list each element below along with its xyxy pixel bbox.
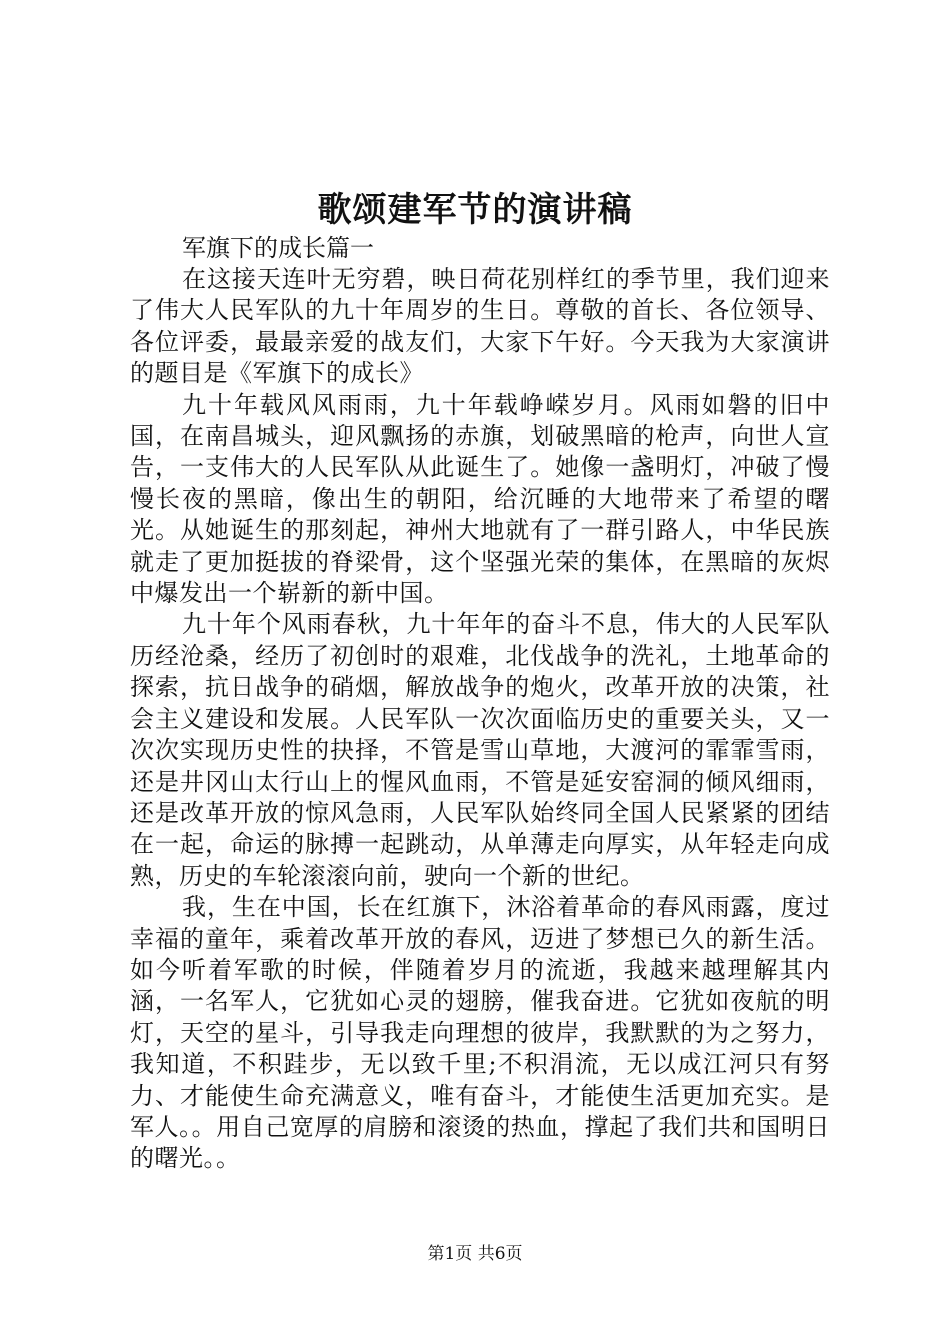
page-number-footer: 第1页 共6页 bbox=[427, 1244, 523, 1264]
paragraph: 九十年个风雨春秋，九十年年的奋斗不息，伟大的人民军队历经沧桑，经历了初创时的艰难，北伐战争的洗礼，土地革命的探索，抗日战争的硝烟，解放战争的炮火，改革开放的决策，社会主义建设和发展。人民军队一次次面临历史的重要关头，又一次次实现历史性的抉择，不管是雪山草地，大渡河的霏霏雪雨，还是井冈山太行山上的惺风血雨，不管是延安窑洞的倾风细雨，还是改革开放的惊风急雨，人民军队始终同全国人民紧紧的团结在一起，命运的脉搏一起跳动，从单薄走向厚实，从年轻走向成熟，历史的车轮滚滚向前，驶向一个新的世纪。 bbox=[130, 610, 830, 890]
paragraph: 九十年载风风雨雨，九十年载峥嵘岁月。风雨如磐的旧中国，在南昌城头，迎风飘扬的赤旗，划破黑暗的枪声，向世人宣告，一支伟大的人民军队从此诞生了。她像一盏明灯，冲破了慢慢长夜的黑暗，像出生的朝阳，给沉睡的大地带来了希望的曙光。从她诞生的那刻起，神州大地就有了一群引路人，中华民族就走了更加挺拔的脊梁骨，这个坚强光荣的集体，在黑暗的灰烬中爆发出一个崭新的新中国。 bbox=[130, 390, 830, 608]
paragraph: 在这接天连叶无穷碧，映日荷花别样红的季节里，我们迎来了伟大人民军队的九十年周岁的生日。尊敬的首长、各位领导、各位评委，最最亲爱的战友们，大家下午好。今天我为大家演讲的题目是《军旗下的成长》 bbox=[130, 265, 830, 388]
section-subtitle: 军旗下的成长篇一 bbox=[182, 234, 374, 262]
paragraph: 我，生在中国，长在红旗下，沐浴着革命的春风雨露，度过幸福的童年，乘着改革开放的春风，迈进了梦想已久的新生活。如今听着军歌的时候，伴随着岁月的流逝，我越来越理解其内涵，一名军人，它犹如心灵的翅膀，催我奋进。它犹如夜航的明灯，天空的星斗，引导我走向理想的彼岸，我默默的为之努力，我知道，不积跬步，无以致千里;不积涓流，无以成江河只有努力、才能使生命充满意义，唯有奋斗，才能使生活更加充实。是军人。。用自己宽厚的肩膀和滚烫的热血，撑起了我们共和国明日的曙光。。 bbox=[130, 893, 830, 1173]
document-body bbox=[130, 233, 830, 1175]
document-title: 歌颂建军节的演讲稿 bbox=[317, 190, 633, 230]
